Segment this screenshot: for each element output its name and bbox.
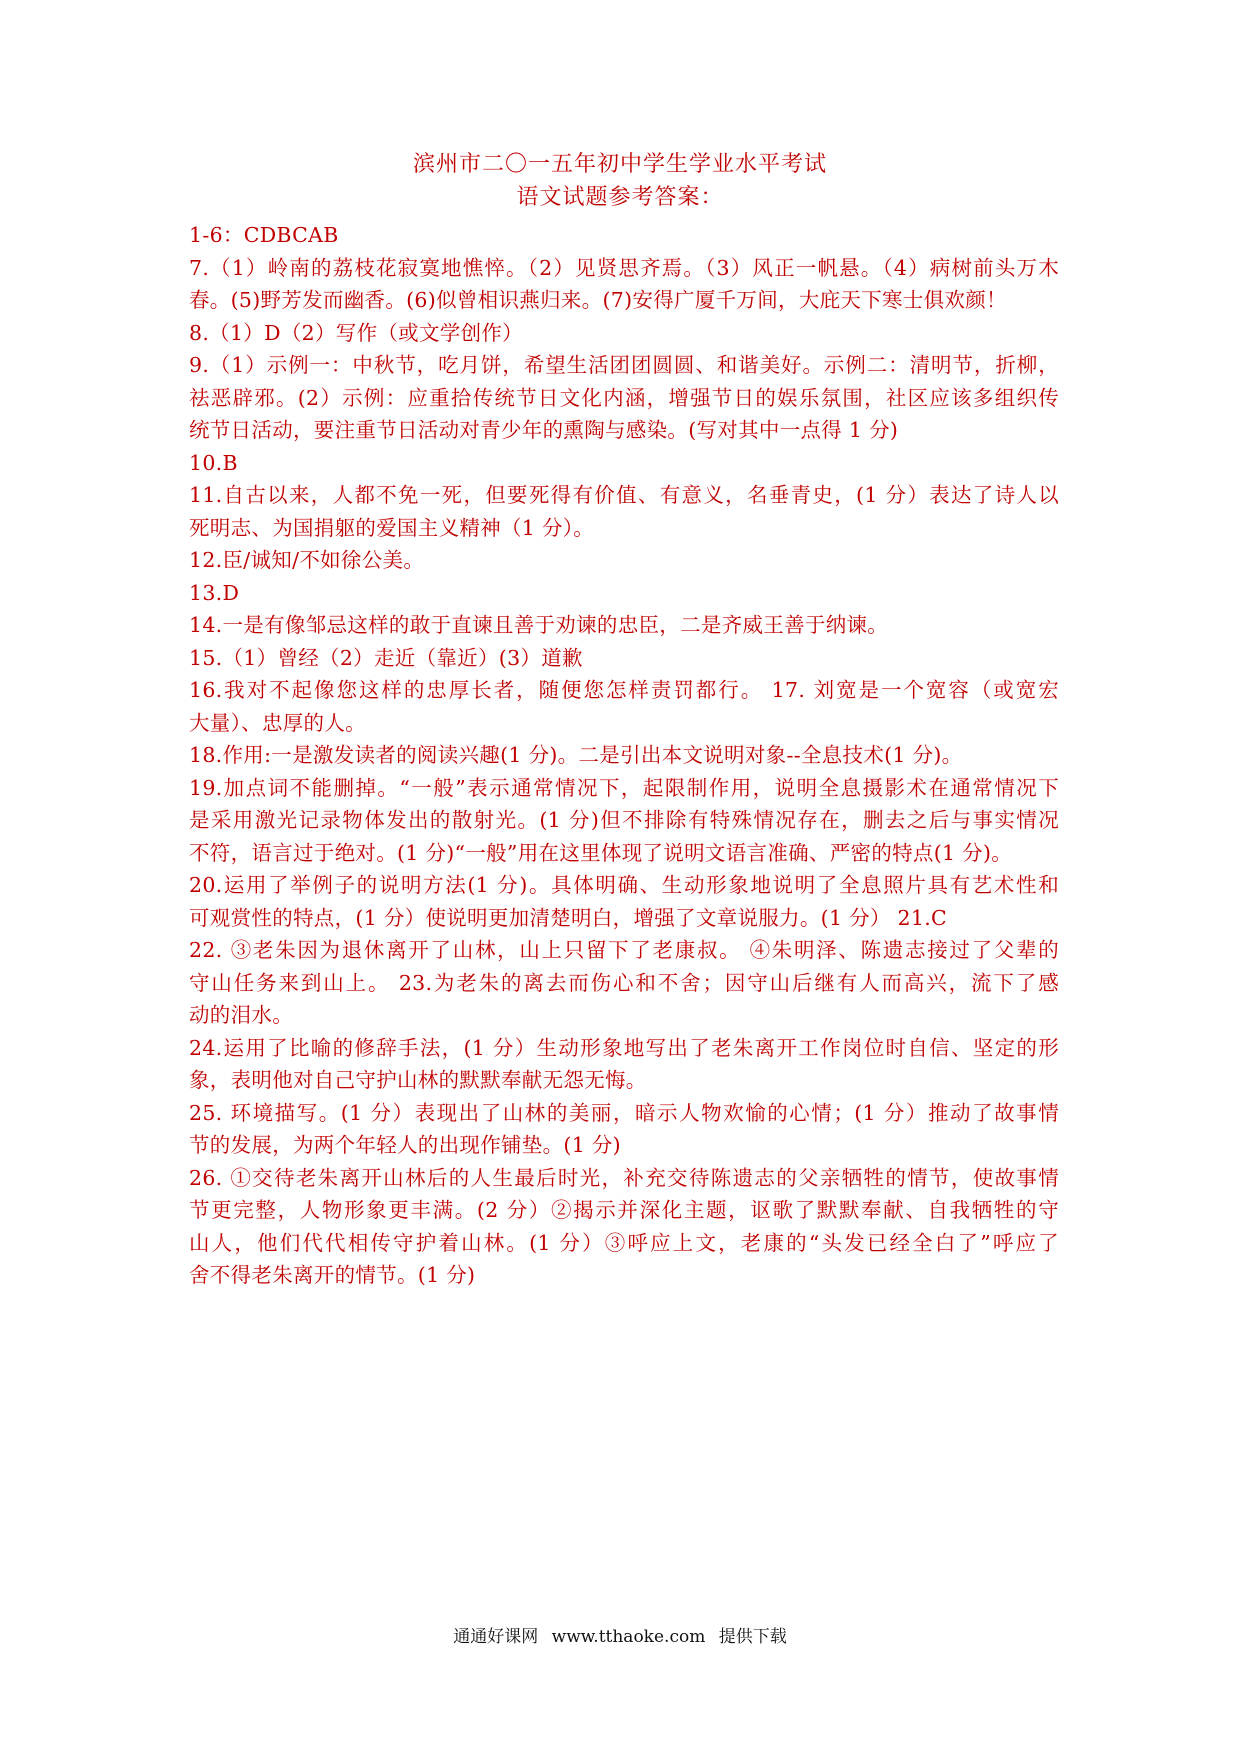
answer-line: 8.（1）D（2）写作（或文学创作）	[189, 320, 523, 345]
answer-body	[189, 219, 1059, 1292]
document-title: 滨州市二〇一五年初中学生学业水平考试	[412, 152, 827, 177]
answer-line: 春。(5)野芳发而幽香。(6)似曾相识燕归来。(7)安得广厦千万间，大庇天下寒士俱欢颜！	[189, 288, 1007, 312]
footer-site-name: 通通好课网	[453, 1627, 539, 1647]
answer-line: 统节日活动，要注重节日活动对青少年的熏陶与感染。(写对其中一点得 1 分)	[189, 418, 899, 442]
page-footer	[0, 1625, 1240, 1649]
answer-line: 13.D	[189, 580, 240, 605]
answer-line: 16.我对不起像您这样的忠厚长者，随便您怎样责罚都行。 17. 刘宽是一个宽容（或宽宏	[189, 678, 1059, 702]
answer-line: 9.（1）示例一：中秋节，吃月饼，希望生活团团圆圆、和谐美好。示例二：清明节，折柳，	[189, 353, 1059, 377]
answer-line: 大量）、忠厚的人。	[189, 710, 366, 735]
answer-line: 舍不得老朱离开的情节。(1 分)	[189, 1263, 476, 1287]
answer-line: 25. 环境描写。(1 分）表现出了山林的美丽，暗示人物欢愉的心情；(1 分）推动了故事情	[189, 1100, 1059, 1125]
answer-line: 节更完整，人物形象更丰满。(2 分）②揭示并深化主题，讴歌了默默奉献、自我牺牲的守	[189, 1198, 1059, 1222]
answer-line: 19.加点词不能删掉。“一般”表示通常情况下，起限制作用，说明全息摄影术在通常情况下	[189, 775, 1059, 800]
answer-line: 18.作用:一是激发读者的阅读兴趣(1 分)。二是引出本文说明对象--全息技术(1 分)。	[189, 743, 963, 767]
answer-line: 是采用激光记录物体发出的散射光。(1 分)但不排除有特殊情况存在，删去之后与事实情况	[189, 808, 1059, 832]
answer-line: 可观赏性的特点，(1 分）使说明更加清楚明白，增强了文章说服力。(1 分） 21.C	[189, 905, 948, 930]
answer-line: 26. ①交待老朱离开山林后的人生最后时光，补充交待陈遗志的父亲牺牲的情节，使故事情	[189, 1165, 1059, 1190]
document-subtitle: 语文试题参考答案：	[516, 185, 724, 210]
answer-line: 14.一是有像邹忌这样的敢于直谏且善于劝谏的忠臣，二是齐威王善于纳谏。	[189, 613, 889, 637]
answer-line: 15.（1）曾经（2）走近（靠近）(3）道歉	[189, 645, 583, 670]
answer-line: 7.（1）岭南的荔枝花寂寞地憔悴。（2）见贤思齐焉。（3）风正一帆悬。（4）病树前头万木	[189, 255, 1059, 280]
answer-line: 22. ③老朱因为退休离开了山林，山上只留下了老康叔。 ④朱明泽、陈遗志接过了父辈的	[189, 938, 1059, 962]
footer-site-url[interactable]: www.tthaoke.com	[551, 1627, 706, 1647]
answer-line: 12.臣/诚知/不如徐公美。	[189, 548, 425, 572]
answer-line: 10.B	[189, 450, 238, 475]
answer-line: 1-6：CDBCAB	[189, 223, 339, 247]
answer-line: 节的发展，为两个年轻人的出现作铺垫。(1 分)	[189, 1133, 621, 1157]
answer-line: 动的泪水。	[189, 1003, 293, 1027]
answer-line: 守山任务来到山上。 23.为老朱的离去而伤心和不舍；因守山后继有人而高兴，流下了感	[189, 970, 1059, 995]
answer-line: 祛恶辟邪。(2）示例：应重拾传统节日文化内涵，增强节日的娱乐氛围，社区应该多组织传	[189, 385, 1059, 410]
answer-line: 11.自古以来，人都不免一死，但要死得有价值、有意义，名垂青史，(1 分）表达了诗人以	[189, 483, 1059, 507]
answer-line: 象，表明他对自己守护山林的默默奉献无怨无悔。	[189, 1068, 647, 1092]
answer-line: 死明志、为国捐躯的爱国主义精神（1 分）。	[189, 515, 595, 540]
answer-line: 24.运用了比喻的修辞手法，(1 分）生动形象地写出了老朱离开工作岗位时自信、坚定的形	[189, 1035, 1059, 1060]
answer-line: 山人，他们代代相传守护着山林。(1 分）③呼应上文，老康的“头发已经全白了”呼应了	[189, 1230, 1059, 1255]
answer-line: 不符，语言过于绝对。(1 分)“一般”用在这里体现了说明文语言准确、严密的特点(1 分)。	[189, 840, 1013, 865]
answer-line: 20.运用了举例子的说明方法(1 分)。具体明确、生动形象地说明了全息照片具有艺术性和	[189, 873, 1059, 897]
footer-suffix: 提供下载	[718, 1627, 787, 1647]
